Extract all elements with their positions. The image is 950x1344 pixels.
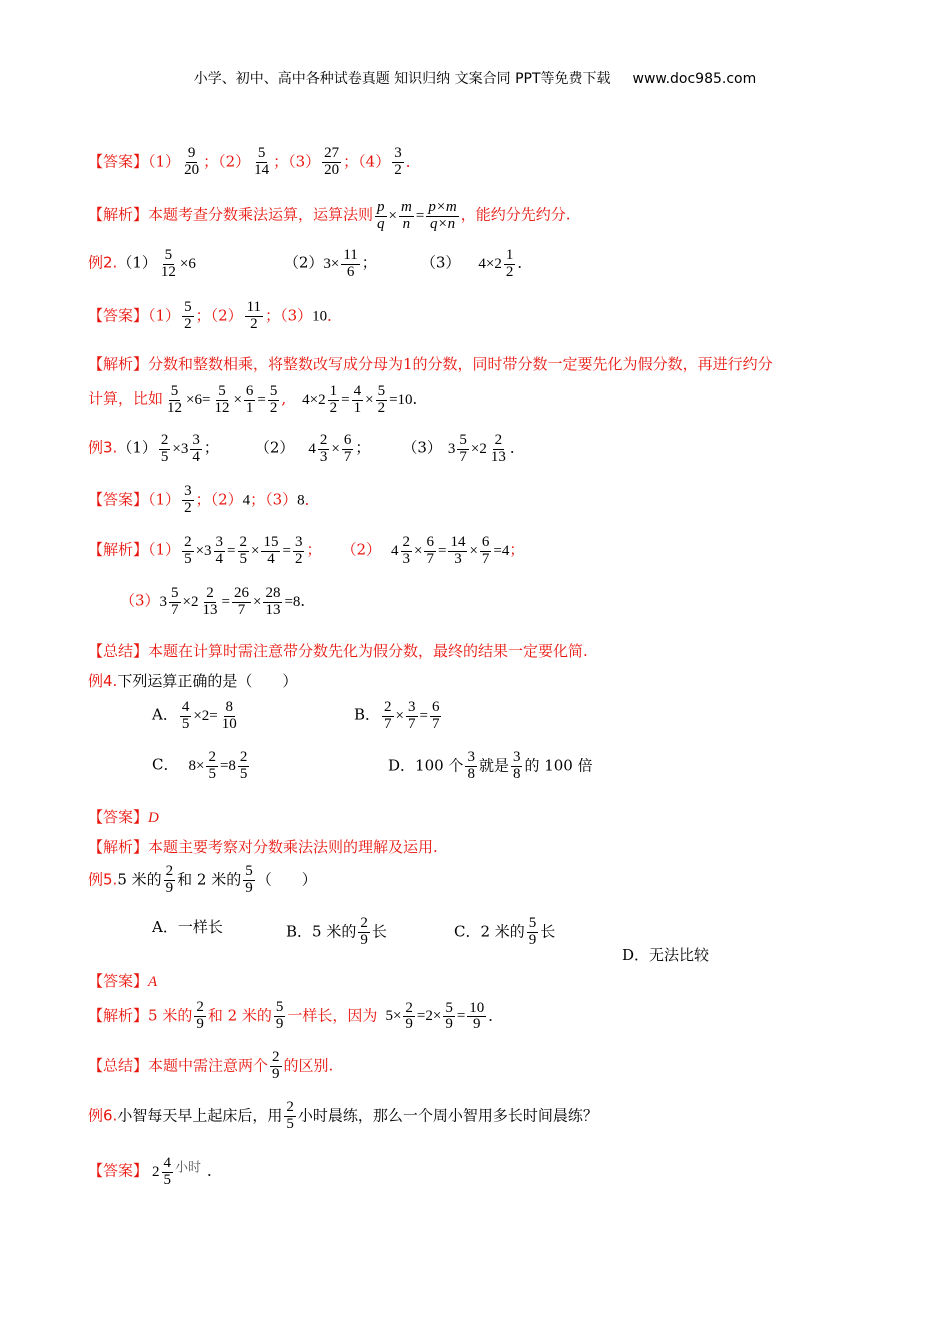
expression: $\frac{4}{5}$ ×2= $\frac{8}{10}$ <box>181 699 237 732</box>
expression: 3× $\frac{11}{6}$ <box>323 247 358 280</box>
header-text: 小学、初中、高中各种试卷真题 知识归纳 文案合同 PPT等免费下载 <box>193 71 611 87</box>
question-text: 和 2 米的 <box>177 870 242 889</box>
answer-tag: 【答案】 <box>88 808 149 826</box>
question-text: 小智每天早上起床后，用 <box>117 1106 283 1125</box>
fraction: $\frac{5}{9}$ <box>275 999 284 1032</box>
analysis-tag: 【解析】 <box>88 838 149 856</box>
fraction: $\frac{2}{9}$ <box>272 1049 280 1082</box>
answer-part: ． <box>304 490 320 509</box>
fraction: $\frac{2}{9}$ <box>360 915 368 948</box>
analysis-tail: ，能约分先约分. <box>460 205 571 224</box>
option-label: A． <box>152 705 178 724</box>
expression: 3 $\frac{5}{7}$ ×2 $\frac{2}{13}$ <box>447 432 506 465</box>
ex3-summary <box>88 640 588 661</box>
fraction: $\frac{2}{9}$ <box>165 863 174 896</box>
question-text: 小时晨练，那么一个周小智用多长时间晨练？ <box>297 1106 598 1125</box>
analysis-text: 和 2 米的 <box>207 1006 272 1025</box>
ex6-answer <box>88 1156 222 1189</box>
ex5-option-c <box>454 916 555 949</box>
ex3-analysis: 【解析】（1） $\frac{2}{5}$ ×3 $\frac{3}{4}$ = $\frac{2}{5}$ × $\frac{15}{4}$ = $\frac{3}{2}$ ； （2） 4 $\frac{2}{3}$ × $\frac{6}{7}$ = $\frac{14}{3}$ × $\frac{6}{7}$ =4； <box>88 534 525 567</box>
analysis-tag: 【解析】 <box>88 205 149 224</box>
fraction: $\frac{5}{9}$ <box>245 863 253 896</box>
ex2-analysis <box>88 353 773 374</box>
ex3-analysis-cont: （3）3 $\frac{5}{7}$ ×2 $\frac{2}{13}$ = $\frac{26}{7}$ × $\frac{28}{13}$ =8． <box>120 585 316 618</box>
worked-example: $\frac{2}{5}$ ×3 $\frac{3}{4}$ = $\frac{2}{5}$ × $\frac{15}{4}$ = $\frac{3}{2}$ <box>184 534 303 567</box>
option-label: B．5 米的 <box>286 922 357 941</box>
answer-tag: 【答案】 <box>88 152 149 171</box>
expression: 4×2 $\frac{1}{2}$ <box>478 247 514 280</box>
analysis-tag: 【解析】 <box>88 1006 149 1025</box>
answer-part: ；（3） <box>265 306 313 325</box>
answer-tag: 【答案】 <box>88 490 149 509</box>
ex4-option-b <box>354 700 443 733</box>
ex4-answer <box>88 806 159 827</box>
answer-part: ；（2） <box>195 490 243 509</box>
ex1-analysis <box>88 200 571 233</box>
answer-tag: 【答案】 <box>88 306 149 325</box>
ex2-analysis-cont: 计算，比如 $\frac{5}{12}$ ×6= $\frac{5}{12}$ × $\frac{6}{1}$ = $\frac{5}{2}$ , 4×2 $\frac{1}{2}$ = $\frac{4}{1}$ × $\frac{5}{2}$ =10． <box>88 383 428 416</box>
answer-part: （1） <box>148 306 181 325</box>
answer-value: D <box>148 810 159 826</box>
fraction: $\frac{27}{20}$ <box>324 145 340 178</box>
ex6-question <box>88 1100 598 1133</box>
rule-formula: $\frac{p}{q}$ × $\frac{m}{n}$ = $\frac{p\times m}{q\times n}$ <box>377 199 457 232</box>
option-text: 的 100 倍 <box>524 756 593 775</box>
option-label: C． <box>152 755 179 774</box>
answer-part: （1） <box>148 152 181 171</box>
summary-text: 本题在计算时需注意带分数先化为假分数，最终的结果一定要化简. <box>148 642 588 660</box>
answer-part: ；（2） <box>195 306 243 325</box>
expression: $\frac{2}{5}$ ×3 $\frac{3}{4}$ <box>160 432 200 465</box>
analysis-tag: 【解析】 <box>88 355 149 373</box>
example-label: 例5. <box>88 870 118 889</box>
sub-question: （2） <box>341 540 381 559</box>
answer-part: ；（2） <box>203 152 251 171</box>
option-text: 长 <box>540 922 556 941</box>
answer-part: ． <box>327 306 343 325</box>
fraction: $\frac{5}{14}$ <box>254 145 270 178</box>
option-label: D．无法比较 <box>622 946 710 964</box>
ex4-option-c <box>152 750 251 783</box>
example-label: 例6. <box>88 1106 118 1125</box>
fraction: $\frac{5}{2}$ <box>184 299 192 332</box>
answer-part: ． <box>405 152 421 171</box>
ex3-answer <box>88 484 320 517</box>
sub-question: （3） <box>120 591 160 610</box>
ex5-question <box>88 864 317 897</box>
option-text: 长 <box>371 922 387 941</box>
ex5-option-d <box>622 944 709 965</box>
analysis-tag: 【解析】 <box>88 540 149 559</box>
fraction: $\frac{11}{2}$ <box>246 299 262 332</box>
ex3-question: 例3.（1） $\frac{2}{5}$ ×3 $\frac{3}{4}$ ； （2） 4 $\frac{2}{3}$ × $\frac{6}{7}$ ； （3） 3 $\frac{5}{7}$ ×2 $\frac{2}{13}$ ． <box>88 432 525 465</box>
fraction: $\frac{2}{9}$ <box>196 999 204 1032</box>
fraction: $\frac{3}{2}$ <box>394 145 402 178</box>
example-label: 例2. <box>88 253 118 272</box>
sub-question: （2） <box>254 438 295 457</box>
ex5-answer <box>88 970 157 991</box>
expression: 4 $\frac{2}{3}$ × $\frac{6}{7}$ <box>308 432 352 465</box>
worked-example: $\frac{5}{12}$ ×6= $\frac{5}{12}$ × $\frac{6}{1}$ = $\frac{5}{2}$ <box>167 383 278 416</box>
answer-part: （1） <box>148 490 181 509</box>
answer-value: 10 <box>312 308 328 325</box>
sub-question: （3） <box>402 438 442 457</box>
option-label: C．2 米的 <box>454 922 525 941</box>
ex5-summary <box>88 1050 333 1083</box>
sub-question: （1） <box>148 540 181 559</box>
answer-value: 8 <box>297 492 305 509</box>
summary-tag: 【总结】 <box>88 1056 149 1075</box>
fraction: $\frac{9}{20}$ <box>184 145 200 178</box>
fraction: $\frac{3}{8}$ <box>512 749 521 782</box>
question-text: 5 米的 <box>117 870 162 889</box>
worked-example: 3 $\frac{5}{7}$ ×2 $\frac{2}{13}$ = $\frac{26}{7}$ × $\frac{28}{13}$ =8 <box>159 585 301 618</box>
worked-example: 5× $\frac{2}{9}$ =2× $\frac{5}{9}$ = $\frac{10}{9}$ <box>385 999 485 1033</box>
answer-part: ；（3） <box>250 490 298 509</box>
analysis-text: 本题主要考察对分数乘法法则的理解及运用. <box>148 838 438 856</box>
sub-question: （1） <box>117 438 157 457</box>
answer-part: ；（3） <box>273 152 321 171</box>
header-site: www.doc985.com <box>632 71 757 87</box>
worked-example: 4×2 $\frac{1}{2}$ = $\frac{4}{1}$ × $\frac{5}{2}$ =10 <box>302 383 413 416</box>
sub-question: （2） <box>283 253 324 272</box>
ex5-option-a <box>152 916 223 937</box>
summary-text: 的区别. <box>283 1056 334 1075</box>
analysis-text: 计算，比如 <box>88 389 164 408</box>
fraction: $\frac{5}{9}$ <box>528 915 537 948</box>
example-label: 例3. <box>88 438 118 457</box>
fraction: $\frac{3}{8}$ <box>467 749 475 782</box>
ex4-analysis <box>88 836 438 857</box>
answer-value: A <box>148 974 158 990</box>
ex1-answer <box>88 146 421 179</box>
expression: 8× $\frac{2}{5}$ =8 $\frac{2}{5}$ <box>188 749 248 782</box>
answer-tag: 【答案】 <box>88 972 149 990</box>
ex2-answer <box>88 300 342 333</box>
answer-end: ． <box>207 1161 223 1180</box>
answer-unit: 小时 <box>175 1160 202 1175</box>
ex4-option-a <box>152 700 241 733</box>
analysis-text: 本题考查分数乘法运算，运算法则 <box>148 205 374 224</box>
answer-value: 4 <box>242 492 251 509</box>
ex4-option-d <box>388 750 593 783</box>
answer-tag: 【答案】 <box>88 1161 149 1180</box>
ex2-question: 例2.（1） $\frac{5}{12}$ ×6 （2）3× $\frac{11}{6}$ ； （3） 4×2 $\frac{1}{2}$ ． <box>88 247 533 280</box>
ex5-analysis <box>88 1000 503 1033</box>
analysis-end: ． <box>488 1006 504 1025</box>
option-text: 就是 <box>478 756 509 775</box>
analysis-text: 5 米的 <box>148 1006 193 1025</box>
answer-value: 2 $\frac{4}{5}$ 小时 <box>152 1155 202 1188</box>
fraction: $\frac{3}{2}$ <box>184 483 192 516</box>
ex5-option-b <box>286 916 387 949</box>
summary-text: 本题中需注意两个 <box>148 1056 269 1075</box>
page-header <box>0 68 950 88</box>
worked-example: 4 $\frac{2}{3}$ × $\frac{6}{7}$ = $\frac{14}{3}$ × $\frac{6}{7}$ =4 <box>391 534 510 567</box>
fraction: $\frac{2}{5}$ <box>286 1099 294 1132</box>
expression: $\frac{5}{12}$ ×6 <box>160 247 196 280</box>
expression: $\frac{2}{7}$ × $\frac{3}{7}$ = $\frac{6}{7}$ <box>384 699 440 732</box>
analysis-text: 一样长，因为 <box>287 1006 378 1025</box>
question-text: 下列运算正确的是（ ） <box>117 672 298 690</box>
question-text: （ ） <box>256 870 317 889</box>
example-label: 例4. <box>88 672 118 690</box>
option-label: A．一样长 <box>152 918 223 936</box>
answer-part: ；（4） <box>343 152 391 171</box>
sub-question: （1） <box>117 253 157 272</box>
option-label: B． <box>354 705 381 724</box>
ex4-question <box>88 670 297 691</box>
option-label: D．100 个 <box>388 756 464 775</box>
sub-question: （3） <box>420 253 461 272</box>
analysis-text: 分数和整数相乘，将整数改写成分母为1的分数，同时带分数一定要先化为假分数，再进行约分 <box>148 355 773 373</box>
summary-tag: 【总结】 <box>88 642 149 660</box>
